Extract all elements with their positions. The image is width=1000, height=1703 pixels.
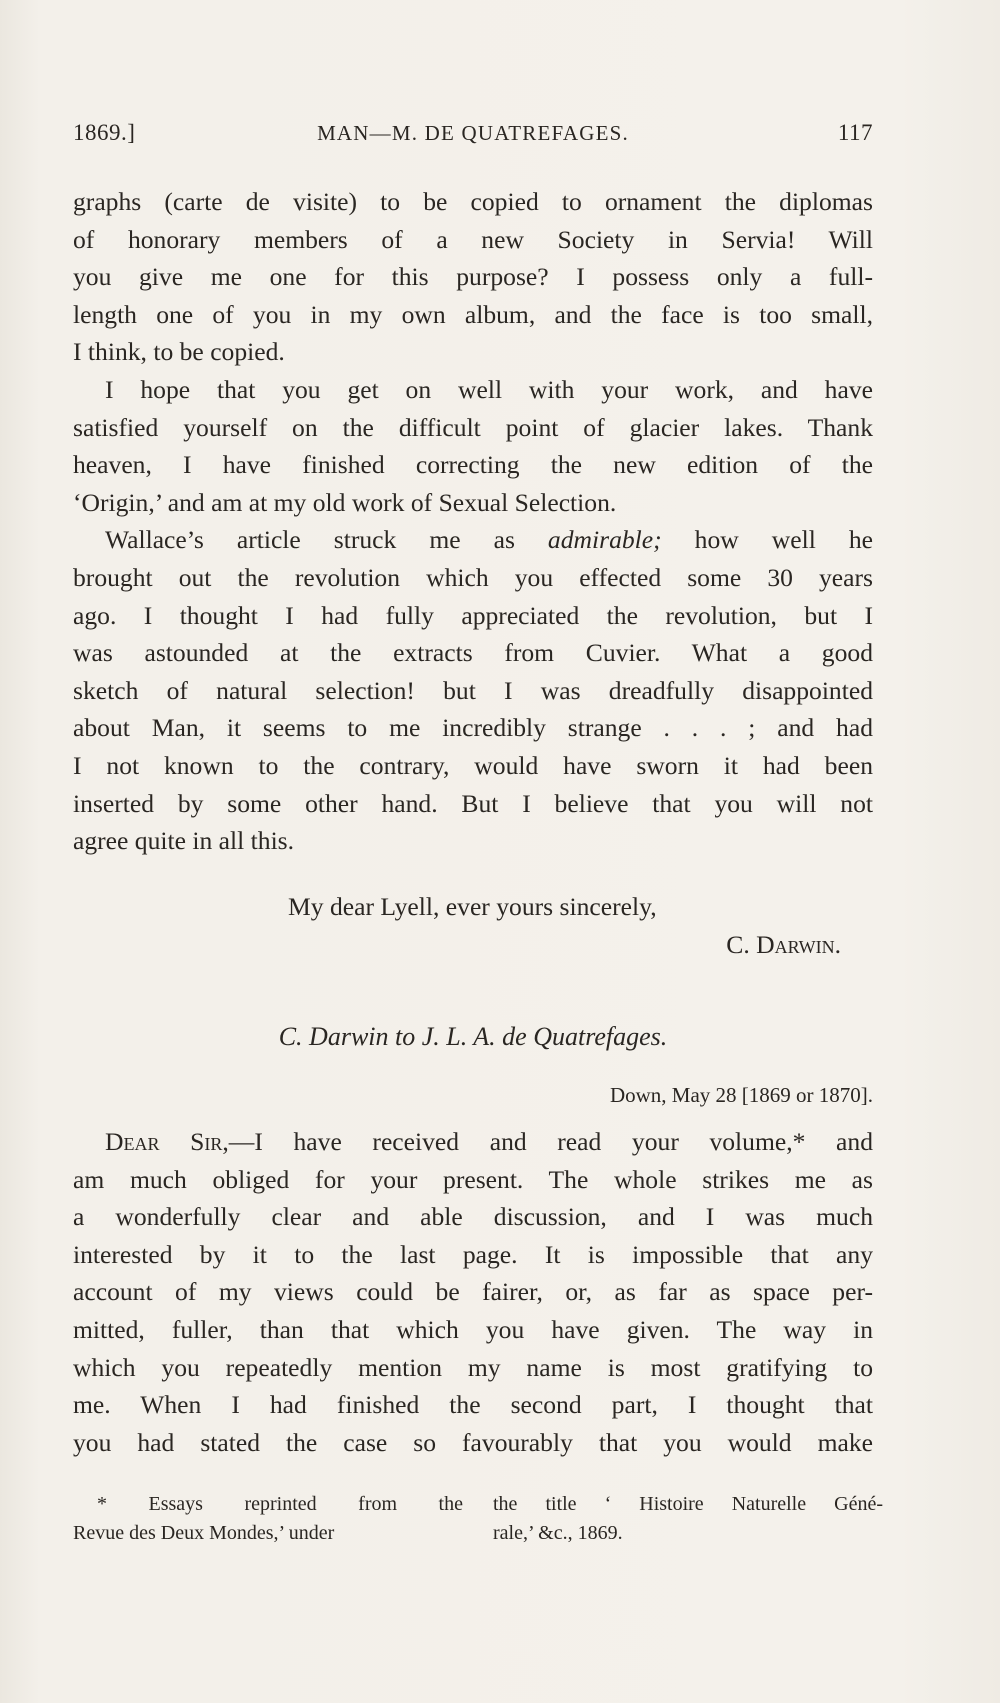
page-number: 117 bbox=[837, 120, 873, 145]
text-line: heaven, I have finished correcting the new edition of the bbox=[73, 450, 873, 480]
footnote-line: * Essays reprinted from the bbox=[97, 1493, 463, 1515]
wallace-tail: how well he bbox=[694, 525, 873, 555]
text-line: sketch of natural selection! but I was dreadfully disappointed bbox=[73, 675, 873, 705]
text-line: —I have received and read your volume,* and bbox=[228, 1127, 874, 1156]
text-line: length one of you in my own album, and the face is too small, bbox=[73, 299, 873, 329]
header-running-title: MAN—M. DE QUATREFAGES. bbox=[317, 121, 629, 145]
text-line: you had stated the case so favourably that you would make bbox=[73, 1427, 873, 1457]
dateline: Down, May 28 [1869 or 1870]. bbox=[609, 1083, 873, 1107]
text-line: ago. I thought I had fully appreciated the revolution, but I bbox=[73, 600, 873, 630]
text-line: agree quite in all this. bbox=[73, 826, 295, 856]
text-line: I hope that you get on well with your work, and have bbox=[105, 374, 873, 404]
italic-admirable: admirable; bbox=[547, 525, 662, 555]
text-line: satisfied yourself on the difficult point of glacier lakes. Thank bbox=[73, 412, 873, 442]
text-line: interested by it to the last page. It is impossible that any bbox=[73, 1239, 873, 1269]
wallace-text: Wallace’s article struck me as bbox=[105, 525, 515, 555]
header-year: 1869.] bbox=[73, 120, 136, 145]
text-line: ‘Origin,’ and am at my old work of Sexual Selection. bbox=[73, 487, 617, 517]
text-line: mitted, fuller, than that which you have given. The way in bbox=[73, 1314, 873, 1344]
letter-body-1 bbox=[73, 183, 873, 860]
footnote-line: Revue des Deux Mondes,’ under bbox=[73, 1522, 335, 1544]
running-header bbox=[73, 120, 873, 156]
text-line: inserted by some other hand. But I believe that you will not bbox=[73, 788, 873, 818]
text-line: me. When I had finished the second part, I thought that bbox=[73, 1390, 873, 1420]
salutation: Dear Sir, bbox=[105, 1127, 229, 1156]
footnote-column-left bbox=[73, 1490, 463, 1548]
text-line: about Man, it seems to me incredibly strange . . . ; and had bbox=[73, 713, 873, 743]
text-line: account of my views could be fairer, or, as far as space per- bbox=[73, 1277, 873, 1307]
text-line: am much obliged for your present. The whole strikes me as bbox=[73, 1164, 873, 1194]
footnote-line: rale,’ &c., 1869. bbox=[493, 1522, 623, 1544]
signature: C. Darwin. bbox=[726, 930, 841, 959]
text-line: I not known to the contrary, would have sworn it had been bbox=[73, 750, 873, 780]
footnote-line: the title ‘ Histoire Naturelle Géné- bbox=[493, 1493, 883, 1515]
text-line: which you repeatedly mention my name is most gratifying to bbox=[73, 1352, 873, 1382]
letter-heading: C. Darwin to J. L. A. de Quatrefages. bbox=[278, 1022, 668, 1051]
text-line: I think, to be copied. bbox=[73, 337, 285, 367]
text-line: graphs (carte de visite) to be copied to ornament the diplomas bbox=[73, 187, 873, 216]
closing-salutation: My dear Lyell, ever yours sincerely, bbox=[288, 892, 657, 921]
text-line: of honorary members of a new Society in Servia! Will bbox=[73, 224, 873, 254]
text-line-wallace bbox=[73, 521, 873, 559]
text-line: was astounded at the extracts from Cuvier. What a good bbox=[73, 638, 873, 668]
footnote-column-right bbox=[493, 1490, 883, 1548]
text-line-dear-sir bbox=[73, 1123, 873, 1161]
text-line: a wonderfully clear and able discussion, and I was much bbox=[73, 1202, 873, 1232]
text-line: brought out the revolution which you effected some 30 years bbox=[73, 562, 873, 592]
letter-body-2 bbox=[73, 1123, 873, 1461]
text-line: you give me one for this purpose? I possess only a full- bbox=[73, 262, 873, 292]
